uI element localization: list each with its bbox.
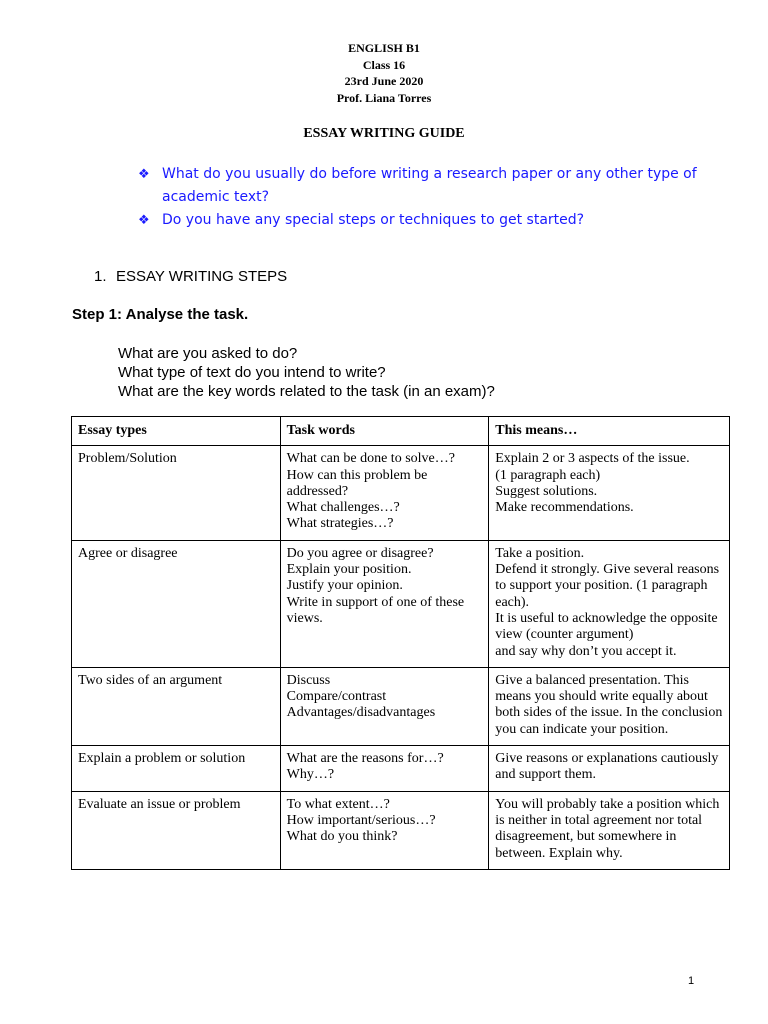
cell-this-means: [489, 446, 730, 540]
course-name: ENGLISH B1: [348, 41, 420, 55]
cell-line: Explain 2 or 3 aspects of the issue.: [495, 451, 690, 467]
cell-line: Make recommendations.: [495, 500, 634, 516]
cell-line: Write in support of one of these views.: [286, 594, 465, 626]
cell-line: Give reasons or explanations cautiously and support them.: [495, 751, 719, 783]
cell-line: You will probably take a position which is neither in total agreement nor total disagreement, but somewhere in between. Explain why.: [495, 796, 720, 861]
column-header-this-means: This means…: [489, 417, 730, 446]
cell-task-words: [280, 746, 489, 792]
document-title: ESSAY WRITING GUIDE: [303, 126, 465, 141]
cell-this-means: [489, 746, 730, 792]
cell-task-words: [280, 540, 489, 667]
cell-line: Suggest solutions.: [495, 483, 598, 499]
table-body: [72, 446, 730, 870]
cell-task-words: [280, 667, 489, 745]
cell-line: What are the reasons for…?: [286, 751, 444, 767]
section-heading: [94, 268, 287, 285]
step-question: What are the key words related to the task (in an exam)?: [118, 383, 495, 400]
step-question: What are you asked to do?: [118, 345, 298, 362]
cell-task-words: [280, 791, 489, 869]
cell-this-means: [489, 667, 730, 745]
cell-line: (1 paragraph each): [495, 467, 601, 483]
table-row: [72, 791, 730, 869]
cell-line: and say why don’t you accept it.: [495, 643, 677, 659]
table-row: [72, 746, 730, 792]
class-date: 23rd June 2020: [344, 74, 424, 88]
table-header-row: [72, 417, 730, 446]
cell-line: Evaluate an issue or problem: [78, 796, 241, 812]
diamond-bullet-icon: ❖: [138, 167, 150, 182]
question-item: [138, 209, 718, 232]
page-number: 1: [688, 975, 695, 987]
cell-line: Discuss: [286, 672, 331, 688]
step-question: What type of text do you intend to write?: [118, 364, 386, 381]
class-number: Class 16: [362, 57, 406, 72]
professor-name: Prof. Liana Torres: [336, 90, 432, 105]
cell-line: How can this problem be addressed?: [286, 467, 428, 499]
table-row: [72, 446, 730, 540]
cell-line: Agree or disagree: [78, 545, 178, 561]
cell-essay-type: [72, 746, 281, 792]
section-label: ESSAY WRITING STEPS: [116, 268, 288, 285]
cell-line: What challenges…?: [286, 500, 400, 516]
cell-line: What do you think?: [286, 829, 398, 845]
cell-line: Defend it strongly. Give several reasons to support your position. (1 paragraph each).: [495, 562, 720, 610]
cell-line: Compare/contrast: [286, 689, 387, 705]
cell-line: What strategies…?: [286, 516, 394, 532]
question-item: [138, 163, 718, 209]
cell-line: Explain a problem or solution: [78, 751, 246, 767]
cell-line: To what extent…?: [286, 796, 390, 812]
cell-task-words: [280, 446, 489, 540]
cell-essay-type: [72, 446, 281, 540]
cell-essay-type: [72, 540, 281, 667]
cell-essay-type: [72, 667, 281, 745]
cell-line: Take a position.: [495, 545, 585, 561]
cell-this-means: [489, 791, 730, 869]
cell-essay-type: [72, 791, 281, 869]
cell-line: Problem/Solution: [78, 451, 177, 467]
cell-line: Give a balanced presentation. This means you should write equally about both sides of the issue. In the conclusion you can indicate your position.: [495, 672, 723, 737]
essay-types-table: [71, 416, 730, 870]
step-questions: [118, 344, 495, 401]
step-heading: Step 1: Analyse the task.: [72, 306, 249, 323]
cell-line: Advantages/disadvantages: [286, 705, 436, 721]
cell-line: Justify your opinion.: [286, 578, 403, 594]
cell-line: Explain your position.: [286, 562, 412, 578]
cell-line: It is useful to acknowledge the opposite view (counter argument): [495, 610, 718, 643]
question-text: What do you usually do before writing a research paper or any other type of academic text?: [162, 166, 697, 205]
question-text: Do you have any special steps or techniques to get started?: [162, 212, 585, 228]
diamond-bullet-icon: ❖: [138, 213, 150, 228]
warmup-questions: [138, 163, 718, 232]
column-header-task-words: Task words: [280, 417, 489, 446]
table-row: [72, 540, 730, 667]
cell-line: How important/serious…?: [286, 812, 436, 828]
table-row: [72, 667, 730, 745]
section-number: 1.: [94, 268, 107, 285]
cell-line: Do you agree or disagree?: [286, 545, 434, 561]
cell-line: Why…?: [286, 767, 335, 783]
cell-this-means: [489, 540, 730, 667]
document-header: [0, 40, 768, 106]
cell-line: What can be done to solve…?: [286, 451, 455, 467]
column-header-essay-types: Essay types: [72, 417, 281, 446]
cell-line: Two sides of an argument: [78, 672, 223, 688]
